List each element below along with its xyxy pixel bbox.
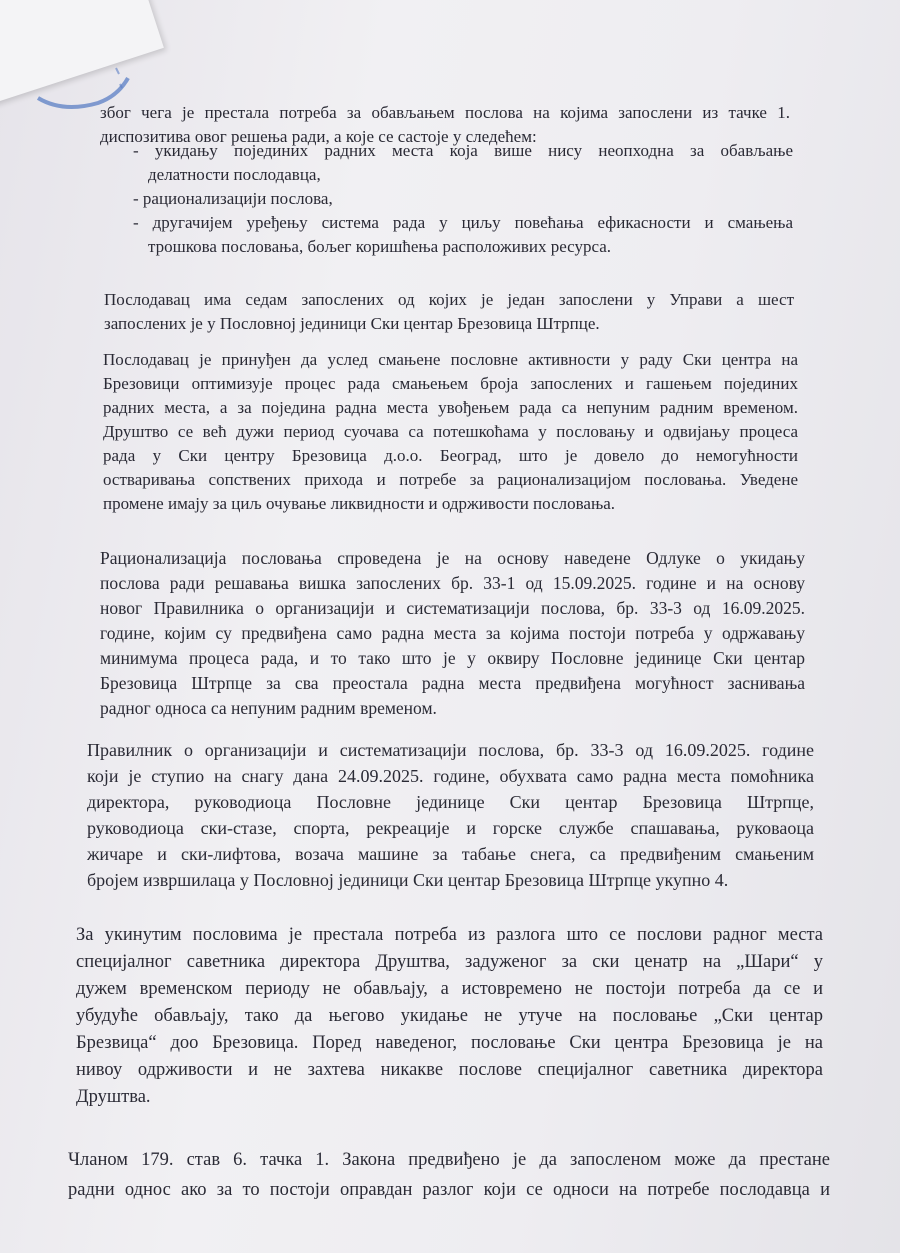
paragraph-line: Чланом 179. став 6. тачка 1. Закона предвиђено је да запосленом може да престане: [68, 1150, 830, 1170]
paragraph-line: Послодавац има седам запослених од којих је један запослени у Управи а шест: [104, 290, 794, 309]
bullet-list: [133, 141, 793, 261]
paragraph-line: Рационализација пословања спроведена је на основу наведене Одлуке о укидању: [100, 548, 805, 568]
paragraph-line: Брезовица Штрпце за сва преостала радна места предвиђена могућност заснивања: [100, 673, 805, 693]
paragraph-line: новог Правилника о организацији и систематизацији послова, бр. 33-3 од 16.09.2025.: [100, 598, 805, 618]
paragraph-line: радног односа са непуним радним временом.: [100, 698, 437, 718]
bullet-item: - рационализацији послова,: [133, 189, 333, 208]
paragraph-line: Правилник о организацији и систематизацији послова, бр. 33-3 од 16.09.2025. године: [87, 740, 814, 760]
paragraph-line: године, којим су предвиђена само радна места за којима постоји потреба у одржавању: [100, 623, 805, 643]
paragraph-line: Брезвица“ доо Брезовица. Поред наведеног, пословање Ски центра Брезовица је на: [76, 1033, 823, 1053]
paragraph-employees: [104, 290, 794, 338]
paragraph-line: Послодавац је принуђен да услед смањене пословне активности у раду Ски центра на: [103, 350, 798, 369]
paragraph-line: минимума процеса рада, и то тако што је у оквиру Пословне јединице Ски центар: [100, 648, 805, 668]
paragraph-line: рада у Ски центру Брезовица д.о.о. Београд, што је довело до немогућности: [103, 446, 798, 465]
paragraph-line: Друштва.: [76, 1087, 151, 1107]
paragraph-rationalization: [100, 548, 805, 723]
paragraph-abolished-jobs: [76, 925, 823, 1114]
bullet-item-continued: делатности послодавца,: [148, 165, 321, 184]
paragraph-line: убудуће обављају, тако да његово укидање не утуче на пословање „Ски центар: [76, 1006, 823, 1026]
bullet-item: - другачијем уређењу система рада у циљу повећања ефикасности и смањења: [133, 213, 793, 232]
paragraph-line: бројем извршилаца у Пословној јединици Ски центар Брезовица Штрпце укупно 4.: [87, 870, 729, 890]
paragraph-line: радни однос ако за то постоји оправдан разлог који се односи на потребе послодавца и: [68, 1180, 830, 1200]
paragraph-line: Друштво се већ дужи период суочава са потешкоћама у пословању и одвијању процеса: [103, 422, 798, 441]
bullet-item: - укидању појединих радних места која више нису неопходна за обављање: [133, 141, 793, 160]
paragraph-line: жичаре и ски-лифтова, возача машине за табање снега, са предвиђеним смањеним: [87, 844, 814, 864]
paragraph-line: специјалног саветника директора Друштва, задуженог за ски ценатр на „Шари“ у: [76, 952, 823, 972]
paragraph-line: дужем временском периоду не обављају, а истовремено не постоји потреба да се и: [76, 979, 823, 999]
paragraph-rulebook: [87, 740, 814, 896]
intro-line: због чега је престала потреба за обављањем послова на којима запослени из тачке 1.: [100, 103, 790, 122]
paragraph-line: послова ради решавања вишка запослених бр. 33-1 од 15.09.2025. године и на основу: [100, 573, 805, 593]
paragraph-law-article: [68, 1150, 830, 1210]
paragraph-line: нивоу одрживости и не захтева никакве послове специјалног саветника директора: [76, 1060, 823, 1080]
intro-line: диспозитива овог решења ради, а које се састоје у следећем:: [100, 127, 537, 146]
paragraph-line: За укинутим пословима је престала потреба из разлога што се послови радног места: [76, 925, 823, 945]
paragraph-line: промене имају за циљ очување ликвидности и одрживости пословања.: [103, 494, 616, 513]
paragraph-line: запослених је у Пословној јединици Ски центар Брезовица Штрпце.: [104, 314, 600, 333]
paragraph-optimization: [103, 350, 798, 518]
bullet-item-continued: трошкова пословања, бољег коришћења расположивих ресурса.: [148, 237, 612, 256]
paragraph-line: директора, руководиоца Пословне јединице Ски центар Брезовица Штрпце,: [87, 792, 814, 812]
paragraph-line: радних места, а за поједина радна места увођењем рада са непуним радним временом.: [103, 398, 798, 417]
paragraph-line: руководиоца ски-стазе, спорта, рекреације и горске службе спашавања, руковаоца: [87, 818, 814, 838]
paragraph-line: остваривања сопствених прихода и потребе за рационализацијом пословања. Уведене: [103, 470, 798, 489]
paragraph-line: који је ступио на снагу дана 24.09.2025. године, обухвата само радна места помоћника: [87, 766, 814, 786]
paragraph-line: Брезовици оптимизује процес рада смањењем броја запослених и гашењем појединих: [103, 374, 798, 393]
